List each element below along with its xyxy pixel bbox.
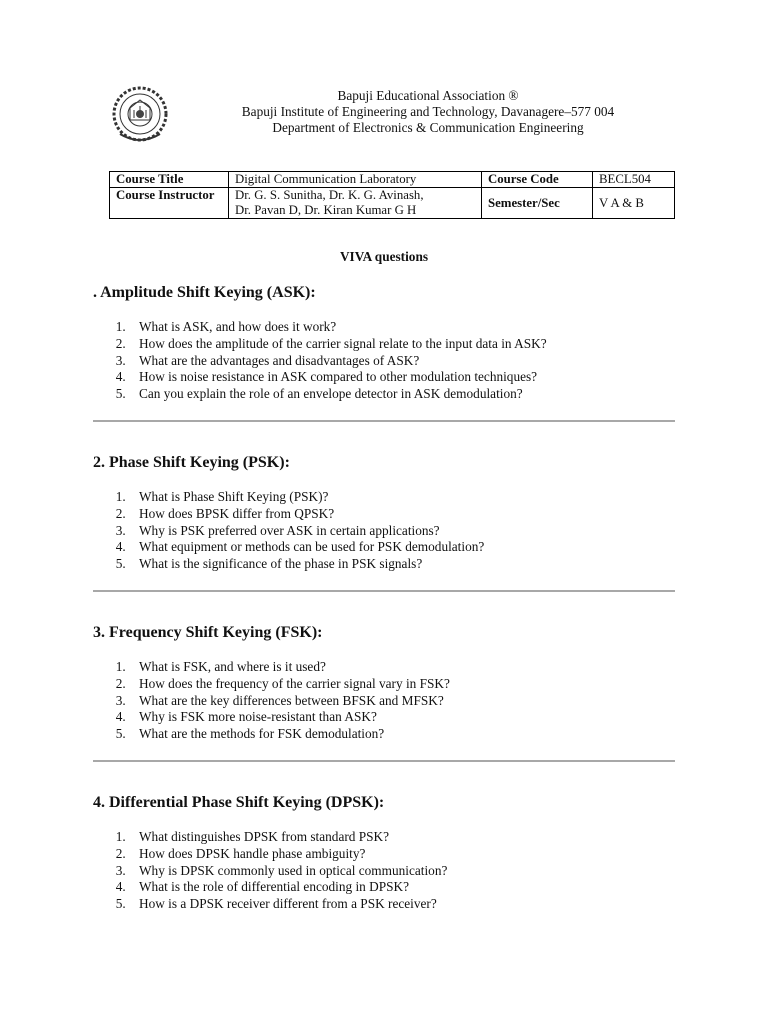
course-code-value: BECL504 (593, 172, 675, 188)
department-name: Department of Electronics & Communication Engineering (272, 120, 584, 135)
list-item: 3. What are the key differences between BFSK and MFSK? (115, 692, 444, 708)
question-list-ask (93, 319, 547, 403)
section-title-psk: 2. Phase Shift Keying (PSK): (93, 454, 290, 471)
section-divider (93, 420, 675, 422)
list-item: 1. What is FSK, and where is it used? (115, 659, 326, 674)
course-instructor-value (229, 188, 482, 219)
institution-seal-icon (112, 86, 168, 146)
instructor-line-2: Dr. Pavan D, Dr. Kiran Kumar G H (235, 203, 417, 217)
course-instructor-label: Course Instructor (110, 188, 229, 219)
list-item: 4. How is noise resistance in ASK compared to other modulation techniques? (115, 369, 538, 385)
list-item: 5. What are the methods for FSK demodulation? (115, 726, 385, 742)
list-item: 1. What distinguishes DPSK from standard PSK? (115, 829, 390, 844)
semester-label: Semester/Sec (482, 188, 593, 219)
course-info-table (109, 171, 675, 219)
list-item: 5. How is a DPSK receiver different from a PSK receiver? (115, 896, 437, 912)
question-list-dpsk (93, 829, 447, 913)
list-item: 4. What is the role of differential encoding in DPSK? (115, 879, 410, 895)
list-item: 1. What is ASK, and how does it work? (115, 319, 337, 334)
course-title-label: Course Title (110, 172, 229, 188)
list-item: 4. Why is FSK more noise-resistant than ASK? (115, 709, 377, 725)
section-divider (93, 590, 675, 592)
section-divider (93, 760, 675, 762)
institute-name: Bapuji Institute of Engineering and Technology, Davanagere–577 004 (241, 104, 615, 119)
instructor-line-1: Dr. G. S. Sunitha, Dr. K. G. Avinash, (235, 188, 424, 202)
section-title-dpsk: 4. Differential Phase Shift Keying (DPSK): (93, 794, 385, 811)
list-item: 5. What is the significance of the phase in PSK signals? (115, 556, 423, 572)
question-list-fsk (93, 659, 450, 743)
list-item: 2. How does the amplitude of the carrier signal relate to the input data in ASK? (115, 335, 547, 351)
list-item: 3. What are the advantages and disadvantages of ASK? (115, 352, 420, 368)
list-item: 2. How does BPSK differ from QPSK? (115, 505, 335, 521)
section-title-ask: . Amplitude Shift Keying (ASK): (93, 284, 316, 301)
list-item: 2. How does DPSK handle phase ambiguity? (115, 845, 366, 861)
question-list-psk (93, 489, 484, 573)
course-title-value: Digital Communication Laboratory (229, 172, 482, 188)
course-code-label: Course Code (482, 172, 593, 188)
section-title-fsk: 3. Frequency Shift Keying (FSK): (93, 624, 323, 641)
list-item: 1. What is Phase Shift Keying (PSK)? (115, 489, 329, 504)
table-row (110, 188, 675, 219)
semester-value: V A & B (593, 188, 675, 219)
list-item: 3. Why is DPSK commonly used in optical communication? (115, 862, 448, 878)
list-item: 5. Can you explain the role of an envelope detector in ASK demodulation? (115, 386, 523, 402)
list-item: 4. What equipment or methods can be used for PSK demodulation? (115, 539, 485, 555)
table-row (110, 172, 675, 188)
viva-heading: VIVA questions (339, 249, 429, 264)
association-name: Bapuji Educational Association ® (337, 88, 519, 103)
list-item: 3. Why is PSK preferred over ASK in certain applications? (115, 522, 440, 538)
list-item: 2. How does the frequency of the carrier signal vary in FSK? (115, 675, 450, 691)
